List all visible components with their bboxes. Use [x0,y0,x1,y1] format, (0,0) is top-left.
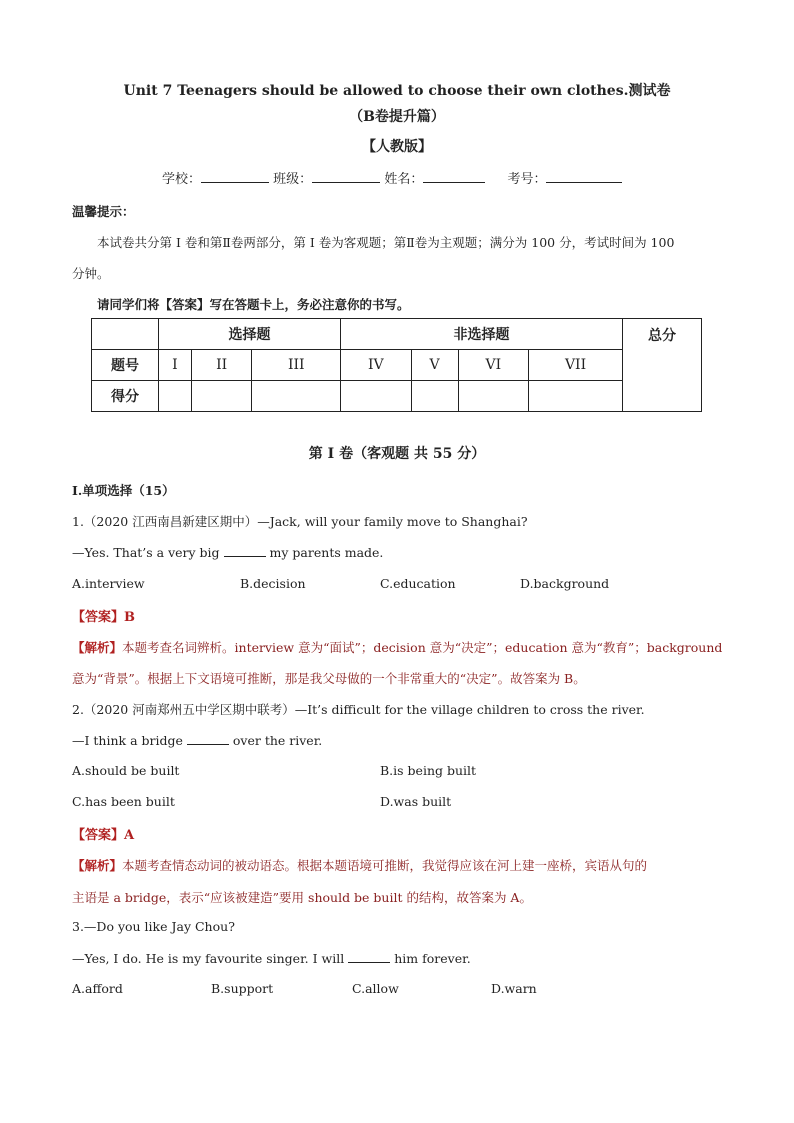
score-cell [191,381,252,412]
answer-value: A [124,828,135,843]
question-2-analysis-line-1 [72,856,647,874]
question-3-option-c: C.allow [352,981,399,996]
score-cell [458,381,528,412]
numeral-cell: II [191,350,252,381]
question-3-line2 [72,950,471,966]
answer-blank [224,544,266,557]
score-table [91,318,702,412]
question-1-line2 [72,544,383,560]
nonchoice-header: 非选择题 [341,319,623,350]
question-3-option-b: B.support [211,981,274,996]
exam-no-blank [546,170,622,183]
question-3-line2-pre: —Yes, I do. He is my favourite singer. I will [72,951,345,966]
row-number-label: 题号 [92,350,159,381]
score-cell [529,381,623,412]
analysis-text: 本题考查名词辨析。interview 意为“面试”；decision 意为“决定”；education 意为“教育”；background [122,640,723,655]
score-cell [341,381,411,412]
numeral-cell: I [159,350,192,381]
question-1-option-c: C.education [380,576,456,591]
question-1-option-d: D.background [520,576,610,591]
question-1-analysis-line-1 [72,638,722,656]
question-2-line2-pre: —I think a bridge [72,733,183,748]
total-header: 总分 [623,319,702,412]
numeral-cell: VI [458,350,528,381]
question-3-line2-post: him forever. [394,951,471,966]
score-cell [159,381,192,412]
question-2-answer [72,824,134,843]
score-cell [411,381,458,412]
question-2-line2 [72,732,322,748]
numeral-cell: III [252,350,341,381]
numeral-cell: V [411,350,458,381]
row-score-label: 得分 [92,381,159,412]
question-2-option-d: D.was built [380,794,452,809]
answer-tag: 【答案】 [72,828,125,843]
question-2-option-c: C.has been built [72,794,175,809]
section-heading: 第 I 卷（客观题 共 55 分） [308,446,486,462]
analysis-tag: 【解析】 [72,640,123,655]
school-blank [201,170,269,183]
question-2-option-a: A.should be built [72,763,180,778]
tips-heading: 温馨提示： [72,204,135,219]
question-1-line2-pre: —Yes. That’s a very big [72,545,220,560]
table-corner-cell [92,319,159,350]
question-1-line2-post: my parents made. [269,545,384,560]
answer-blank [348,950,390,963]
exam-no-label: 考号： [507,172,547,187]
name-label: 姓名： [384,172,424,187]
numeral-cell: VII [529,350,623,381]
analysis-text: 本题考查情态动词的被动语态。根据本题语境可推断，我觉得应该在河上建一座桥，宾语从句的 [122,858,648,873]
answer-blank [187,732,229,745]
question-2-stem: 2.（2020 河南郑州五中学区期中联考）—It’s difficult for the village children to cross the river. [72,702,645,717]
class-blank [312,170,380,183]
question-3-option-d: D.warn [491,981,537,996]
tips-line-1: 本试卷共分第 I 卷和第Ⅱ卷两部分，第 I 卷为客观题；第Ⅱ卷为主观题；满分为 100 分，考试时间为 100 [97,235,675,250]
answer-value: B [124,610,136,625]
question-1-option-b: B.decision [240,576,306,591]
question-1-option-a: A.interview [72,576,145,591]
score-cell [252,381,341,412]
question-3-stem: 3.—Do you like Jay Chou? [72,919,235,934]
document-title: Unit 7 Teenagers should be allowed to choose their own clothes.测试卷 [123,83,671,99]
document-subtitle: （B卷提升篇） [349,109,445,125]
tips-line-2: 分钟。 [72,266,110,281]
tips-reminder: 请同学们将【答案】写在答题卡上，务必注意你的书写。 [97,297,410,312]
analysis-tag: 【解析】 [72,858,123,873]
question-1-stem: 1.（2020 江西南昌新建区期中）—Jack, will your family move to Shanghai? [72,514,528,529]
question-2-option-b: B.is being built [380,763,477,778]
question-1-answer [72,606,135,625]
question-2-analysis-line-2: 主语是 a bridge，表示“应该被建造”要用 should be built 的结构，故答案为 A。 [72,890,532,905]
student-info-line [162,168,622,187]
class-label: 班级： [273,172,313,187]
edition-label: 【人教版】 [362,139,432,155]
answer-tag: 【答案】 [72,610,125,625]
name-blank [423,170,485,183]
question-2-line2-post: over the river. [232,733,323,748]
numeral-cell: IV [341,350,411,381]
question-3-option-a: A.afford [72,981,123,996]
part-heading: Ⅰ.单项选择（15） [72,483,175,498]
school-label: 学校： [162,172,202,187]
choice-header: 选择题 [159,319,341,350]
question-1-analysis-line-2: 意为“背景”。根据上下文语境可推断，那是我父母做的一个非常重大的“决定”。故答案为 B。 [72,671,586,686]
